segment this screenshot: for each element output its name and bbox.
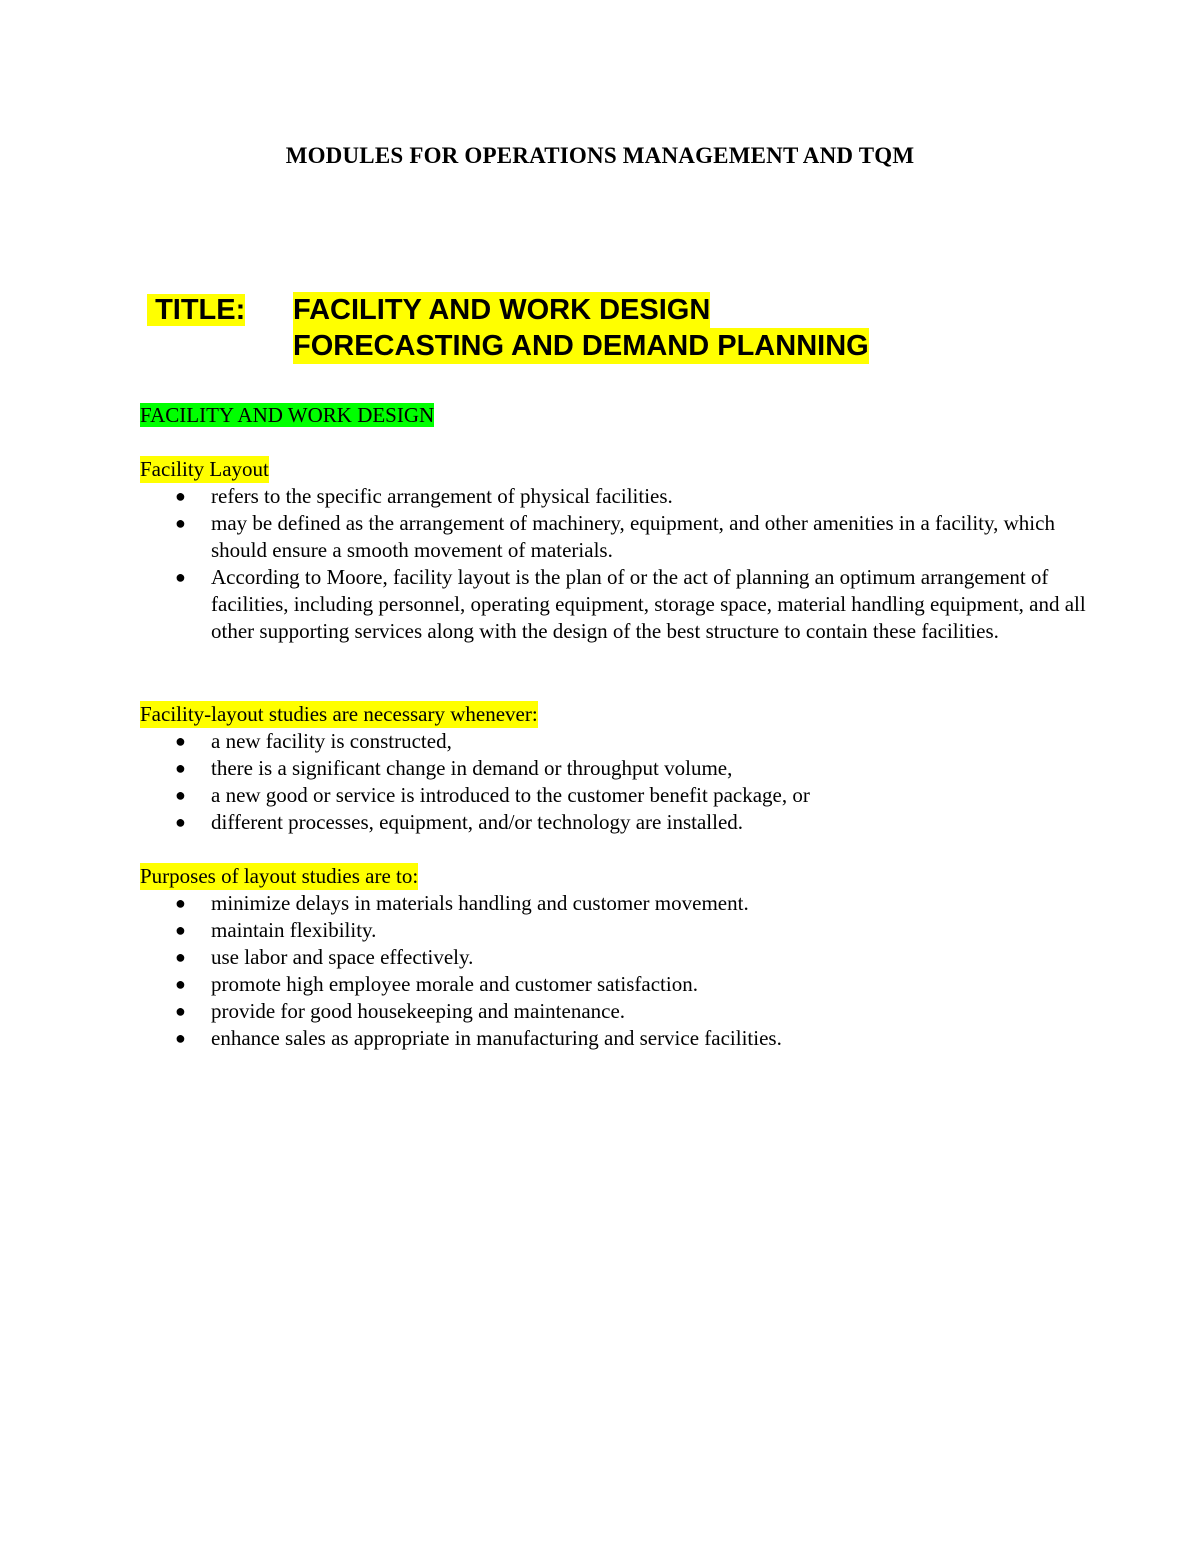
list-item [140,917,1111,944]
bullet-icon: ● [175,893,186,913]
bullet-icon: ● [175,758,186,778]
title-line-2: FORECASTING AND DEMAND PLANNING [293,330,869,362]
list-item-text: use labor and space effectively. [211,945,474,969]
bullet-icon: ● [175,1028,186,1048]
list-item [140,944,1111,971]
layout-studies-subhead: Facility-layout studies are necessary whenever: [140,702,538,726]
bullet-icon: ● [175,785,186,805]
list-item-text: a new good or service is introduced to the customer benefit package, or [211,783,810,807]
list-item-text: promote high employee morale and customer satisfaction. [211,972,698,996]
bullet-icon: ● [175,1001,186,1021]
facility-layout-subhead: Facility Layout [140,457,269,481]
title-row-2 [147,328,869,364]
list-item-text: different processes, equipment, and/or technology are installed. [211,810,744,834]
list-item-text: a new facility is constructed, [211,729,452,753]
list-item-text: According to Moore, facility layout is the plan of or the act of planning an optimum arrangement of facilities, including personnel, operating equipment, storage space, material handling equipment, and all other supporting services along with the design of the best structure to contain these facilities. [211,565,1086,643]
list-item [140,755,1111,782]
purposes-block [140,863,1111,1052]
list-item-text: there is a significant change in demand or throughput volume, [211,756,733,780]
bullet-icon: ● [175,920,186,940]
list-item [140,728,1111,755]
list-item [140,890,1111,917]
list-item-text: maintain flexibility. [211,918,377,942]
list-item [140,483,1111,510]
layout-studies-list [140,728,1111,836]
section-heading [140,402,434,429]
list-item [140,1025,1111,1052]
facility-layout-list [140,483,1111,645]
bullet-icon: ● [175,513,186,533]
bullet-icon: ● [175,731,186,751]
bullet-icon: ● [175,947,186,967]
list-item-text: may be defined as the arrangement of machinery, equipment, and other amenities in a facility, which should ensure a smooth movement of materials. [211,511,1055,562]
layout-studies-block [140,701,1111,836]
title-line-1: FACILITY AND WORK DESIGN [293,294,711,326]
title-row-1 [147,292,869,328]
list-item [140,782,1111,809]
list-item-text: provide for good housekeeping and maintenance. [211,999,626,1023]
list-item [140,971,1111,998]
list-item [140,809,1111,836]
bullet-icon: ● [175,567,186,587]
purposes-subhead: Purposes of layout studies are to: [140,864,419,888]
list-item-text: refers to the specific arrangement of physical facilities. [211,484,673,508]
list-item-text: minimize delays in materials handling and customer movement. [211,891,749,915]
bullet-icon: ● [175,974,186,994]
section-heading-text: FACILITY AND WORK DESIGN [140,403,435,427]
title-label: TITLE: [147,294,245,326]
list-item-text: enhance sales as appropriate in manufacturing and service facilities. [211,1026,782,1050]
list-item [140,998,1111,1025]
purposes-list [140,890,1111,1052]
bullet-icon: ● [175,812,186,832]
list-item [140,510,1111,564]
facility-layout-block [140,456,1111,645]
list-item [140,564,1111,645]
bullet-icon: ● [175,486,186,506]
title-block [147,292,869,364]
document-heading: MODULES FOR OPERATIONS MANAGEMENT AND TQM [285,143,915,168]
